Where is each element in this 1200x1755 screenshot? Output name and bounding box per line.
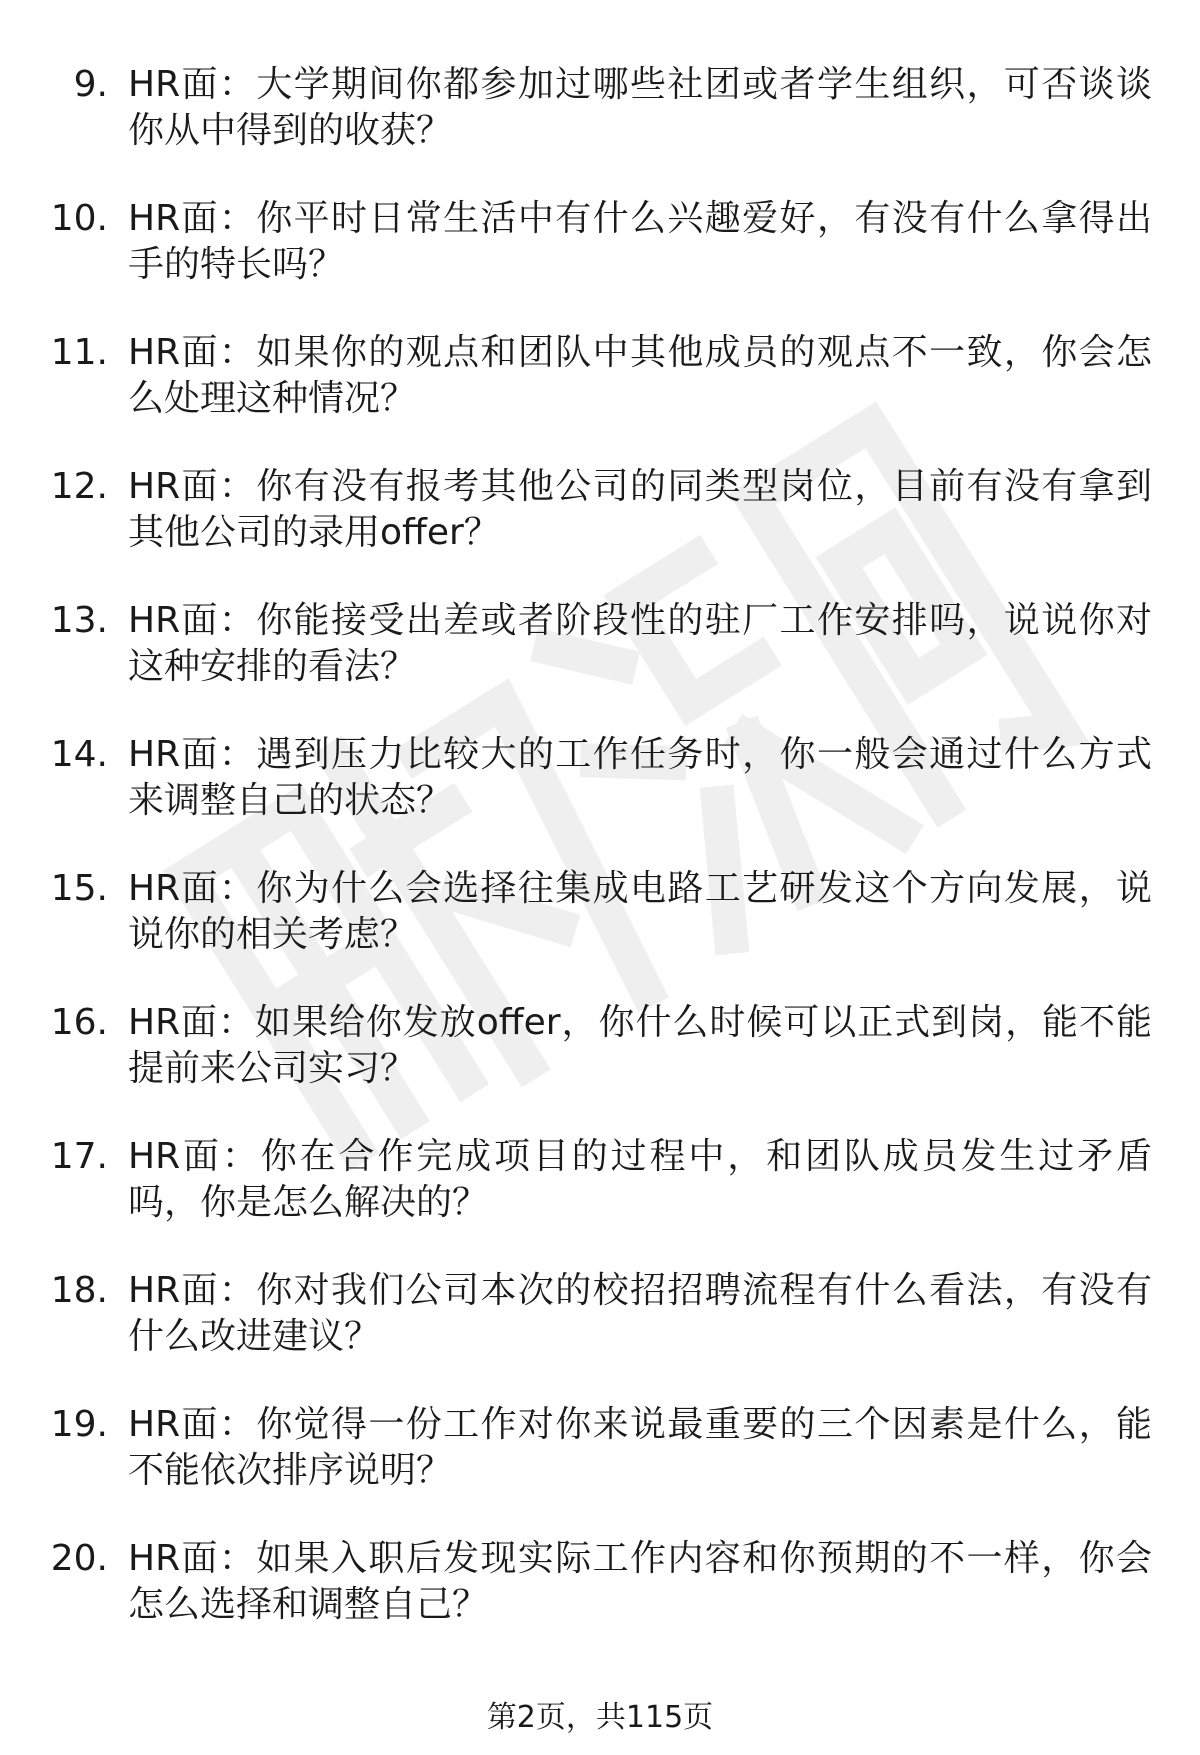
- question-number: 17.: [50, 1136, 108, 1177]
- question-item: [0, 584, 1200, 718]
- question-number: 14.: [50, 734, 108, 775]
- question-number: 15.: [50, 868, 108, 909]
- question-text: HR面：你为什么会选择往集成电路工艺研发这个方向发展，说说你的相关考虑？: [128, 868, 1152, 955]
- question-item: [0, 1120, 1200, 1254]
- question-number: 18.: [50, 1270, 108, 1311]
- question-text: HR面：你有没有报考其他公司的同类型岗位，目前有没有拿到其他公司的录用offer？: [128, 466, 1152, 553]
- question-item: [0, 182, 1200, 316]
- question-item: [0, 48, 1200, 182]
- question-item: [0, 986, 1200, 1120]
- question-item: [0, 718, 1200, 852]
- question-text: HR面：你平时日常生活中有什么兴趣爱好，有没有什么拿得出手的特长吗？: [128, 198, 1152, 285]
- question-item: [0, 316, 1200, 450]
- question-text: HR面：如果你的观点和团队中其他成员的观点不一致，你会怎么处理这种情况？: [128, 332, 1152, 419]
- question-text: HR面：你对我们公司本次的校招招聘流程有什么看法，有没有什么改进建议？: [128, 1270, 1152, 1357]
- page-footer: 第2页，共115页: [486, 1700, 714, 1735]
- question-number: 11.: [50, 332, 108, 373]
- question-text: HR面：你能接受出差或者阶段性的驻厂工作安排吗，说说你对这种安排的看法？: [128, 600, 1152, 687]
- question-item: [0, 450, 1200, 584]
- question-text: HR面：如果给你发放offer，你什么时候可以正式到岗，能不能提前来公司实习？: [128, 1002, 1152, 1089]
- question-text: HR面：如果入职后发现实际工作内容和你预期的不一样，你会怎么选择和调整自己？: [128, 1538, 1152, 1625]
- question-list: [0, 48, 1200, 1656]
- question-text: HR面：遇到压力比较大的工作任务时，你一般会通过什么方式来调整自己的状态？: [128, 734, 1152, 821]
- question-item: [0, 1254, 1200, 1388]
- question-number: 10.: [50, 198, 108, 239]
- question-number: 16.: [50, 1002, 108, 1043]
- question-number: 19.: [50, 1404, 108, 1445]
- question-number: 9.: [73, 64, 108, 105]
- question-text: HR面：你在合作完成项目的过程中，和团队成员发生过矛盾吗，你是怎么解决的？: [128, 1136, 1152, 1223]
- question-number: 13.: [50, 600, 108, 641]
- question-item: [0, 1522, 1200, 1656]
- question-text: HR面：大学期间你都参加过哪些社团或者学生组织，可否谈谈你从中得到的收获？: [128, 64, 1152, 151]
- question-number: 12.: [50, 466, 108, 507]
- question-text: HR面：你觉得一份工作对你来说最重要的三个因素是什么，能不能依次排序说明？: [128, 1404, 1152, 1491]
- question-item: [0, 852, 1200, 986]
- question-number: 20.: [50, 1538, 108, 1579]
- question-item: [0, 1388, 1200, 1522]
